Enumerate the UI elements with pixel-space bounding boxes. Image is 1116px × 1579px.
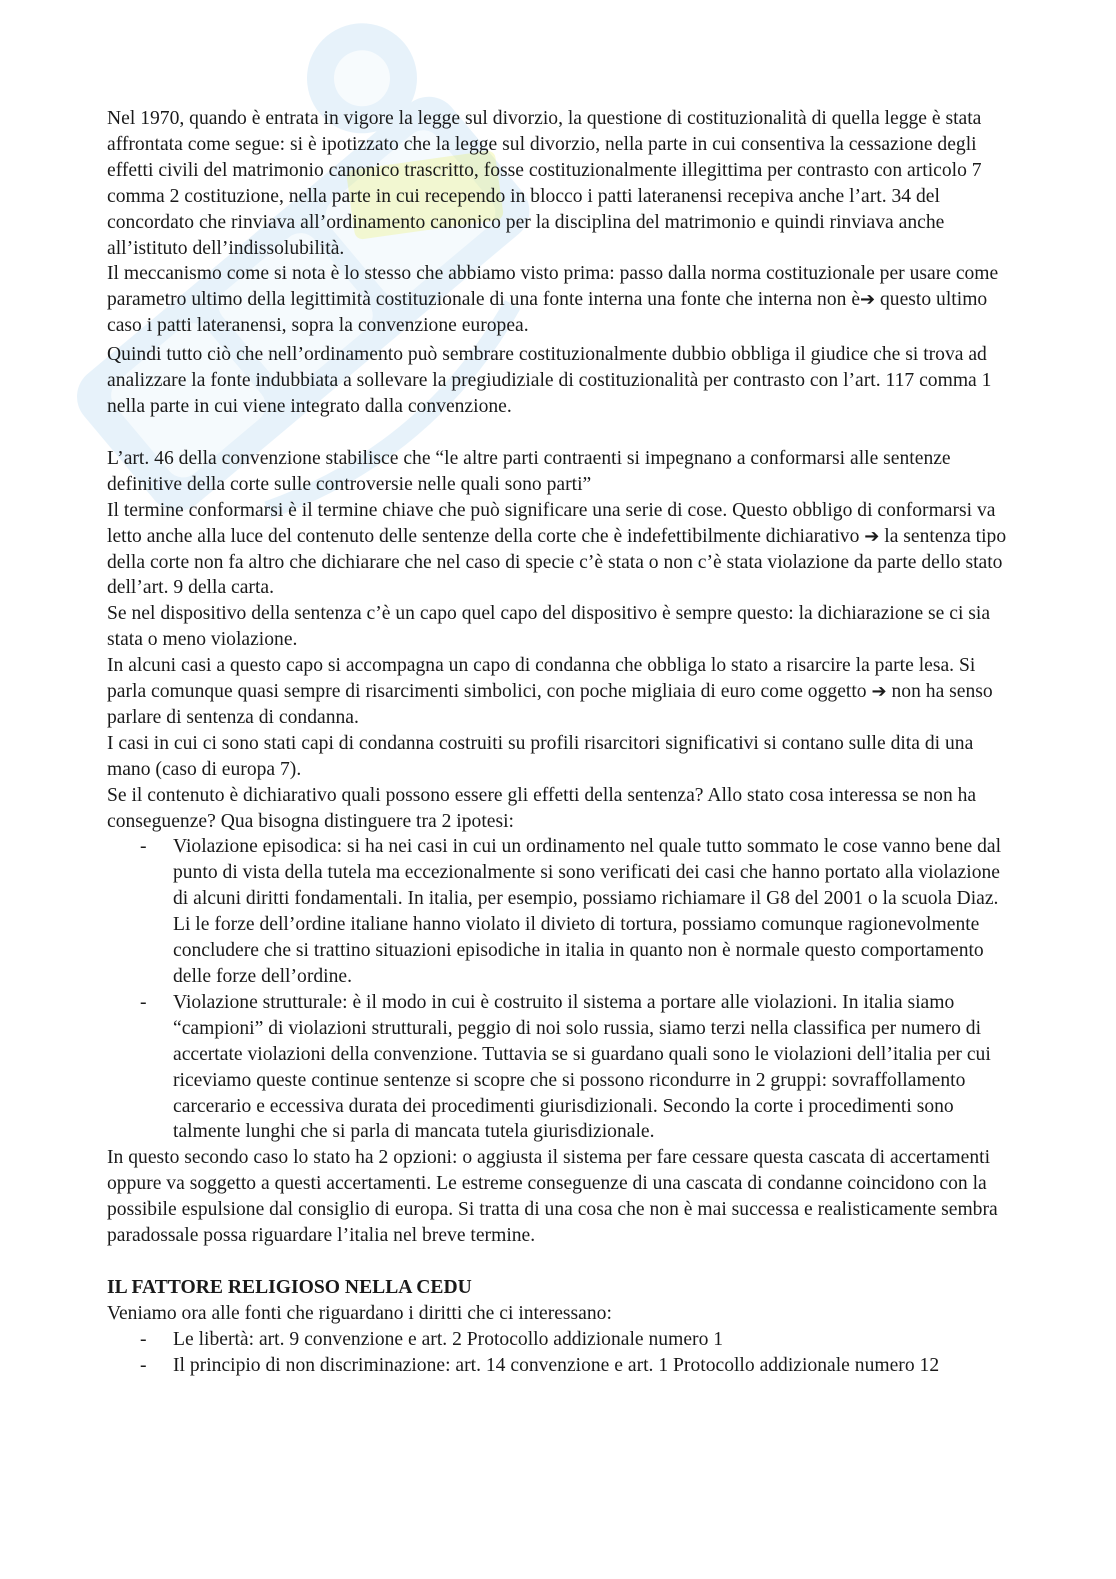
list-item-text: Il principio di non discriminazione: art. 14 convenzione e art. 1 Protocollo addizionale numero 12 <box>173 1354 940 1376</box>
list-item-text: Violazione strutturale: è il modo in cui è costruito il sistema a portare alle violazioni. In italia siamo “campioni” di violazioni strutturali, peggio di noi solo russia, siamo terzi nella classifica per numero di accertate violazioni della convenzione. Tuttavia se si guardano quali sono le violazioni dell’italia per cui riceviamo queste continue sentenze si scopre che si possono ricondurre in 2 gruppi: sovraffollamento carcerario e eccessiva durata dei procedimenti giurisdizionali. Secondo la corte i procedimenti sono talmente lunghi che si parla di mancata tutela giurisdizionale. <box>173 991 991 1143</box>
paragraph-fonti: Veniamo ora alle fonti che riguardano i diritti che ci interessano: <box>107 1302 612 1324</box>
paragraph-text: questo ultimo caso i patti lateranensi, sopra la convenzione europea. <box>107 289 988 337</box>
arrow-right-icon: ➔ <box>860 289 876 311</box>
paragraph-meccanismo <box>107 261 1012 339</box>
violation-types-list <box>107 834 1012 1145</box>
section-heading: IL FATTORE RELIGIOSO NELLA CEDU <box>107 1276 472 1298</box>
paragraph-secondo-caso: In questo secondo caso lo stato ha 2 opzioni: o aggiusta il sistema per fare cessare questa cascata di accertamenti oppure va soggetto a questi accertamenti. Le estreme conseguenze di una cascata di condanne coincidono con la possibile espulsione dal consiglio di europa. Si tratta di una cosa che non è mai successa e realisticamente sembra paradossale possa riguardare l’italia nel breve termine. <box>107 1147 998 1247</box>
list-dash: - <box>140 991 147 1013</box>
paragraph-divorzio: Nel 1970, quando è entrata in vigore la legge sul divorzio, la questione di costituzionalità di quella legge è stata affrontata come segue: si è ipotizzato che la legge sul divorzio, nella parte in cui consentiva la cessazione degli effetti civili del matrimonio canonico trascritto, fosse costituzionalmente illegittima per contrasto con articolo 7 comma 2 costituzione, nella parte in cui recependo in blocco i patti lateranensi recepiva anche l’art. 34 del concordato che rinviava all’ordinamento canonico per la disciplina del matrimonio e quindi rinviava anche all’istituto dell’indissolubilità. <box>107 108 982 259</box>
paragraph-text: la sentenza tipo della corte non fa altro che dichiarare che nel caso di specie c’è stata o non c’è stata violazione da parte dello stato dell’art. 9 della carta. <box>107 525 1007 599</box>
paragraph-effetti: Se il contenuto è dichiarativo quali possono essere gli effetti della sentenza? Allo stato cosa interessa se non ha conseguenze? Qua bisogna distinguere tra 2 ipotesi: <box>107 784 977 832</box>
paragraph-dispositivo: Se nel dispositivo della sentenza c’è un capo quel capo del dispositivo è sempre questo: la dichiarazione se ci sia stata o meno violazione. <box>107 603 991 651</box>
paragraph-text: In alcuni casi a questo capo si accompagna un capo di condanna che obbliga lo stato a risarcire la parte lesa. Si parla comunque quasi sempre di risarcimenti simbolici, con poche migliaia di euro come oggetto <box>107 655 976 703</box>
arrow-right-icon: ➔ <box>864 525 880 547</box>
document-body <box>107 106 1012 1379</box>
paragraph-text: non ha senso parlare di sentenza di condanna. <box>107 681 993 728</box>
list-item-text: Violazione episodica: si ha nei casi in cui un ordinamento nel quale tutto sommato le cose vanno bene dal punto di vista della tutela ma eccezionalmente si sono verificati dei casi che hanno portato alla violazione di alcuni diritti fondamentali. In italia, per esempio, possiamo richiamare il G8 del 2001 o la scuola Diaz. Li le forze dell’ordine italiane hanno violato il divieto di tortura, possiamo comunque ragionevolmente concludere che si trattino situazioni episodiche in italia in quanto non è normale questo comportamento delle forze dell’ordine. <box>173 836 1002 987</box>
arrow-right-icon: ➔ <box>871 681 887 703</box>
list-item <box>107 1327 1012 1353</box>
paragraph-art46: L’art. 46 della convenzione stabilisce che “le altre parti contraenti si impegnano a conformarsi alle sentenze definitive della corte sulle controversie nelle quali sono parti” <box>107 447 951 495</box>
list-item <box>107 990 1012 1145</box>
paragraph-text: Il meccanismo come si nota è lo stesso che abbiamo visto prima: passo dalla norma costituzionale per usare come parametro ultimo della legittimità costituzionale di una fonte interna una fonte che interna non è <box>107 263 999 311</box>
list-dash: - <box>140 1328 147 1350</box>
list-item <box>107 834 1012 989</box>
list-item-text: Le libertà: art. 9 convenzione e art. 2 Protocollo addizionale numero 1 <box>173 1328 724 1350</box>
paragraph-quindi: Quindi tutto ciò che nell’ordinamento può sembrare costituzionalmente dubbio obbliga il giudice che si trova ad analizzare la fonte indubbiata a sollevare la pregiudiziale di costituzionalità per contrasto con l’art. 117 comma 1 nella parte in cui viene integrato dalla convenzione. <box>107 344 992 417</box>
sources-list <box>107 1327 1012 1379</box>
paragraph-casi: I casi in cui ci sono stati capi di condanna costruiti su profili risarcitori significativi si contano sulle dita di una mano (caso di europa 7). <box>107 732 974 780</box>
list-dash: - <box>140 836 147 858</box>
paragraph-text: Il termine conformarsi è il termine chiave che può significare una serie di cose. Questo obbligo di conformarsi va letto anche alla luce del contenuto delle sentenze della corte che è indefettibilmente dichiarativo <box>107 499 996 547</box>
paragraph-condanna <box>107 653 1012 731</box>
paragraph-conformarsi <box>107 498 1012 602</box>
list-dash: - <box>140 1354 147 1376</box>
list-item <box>107 1353 1012 1379</box>
